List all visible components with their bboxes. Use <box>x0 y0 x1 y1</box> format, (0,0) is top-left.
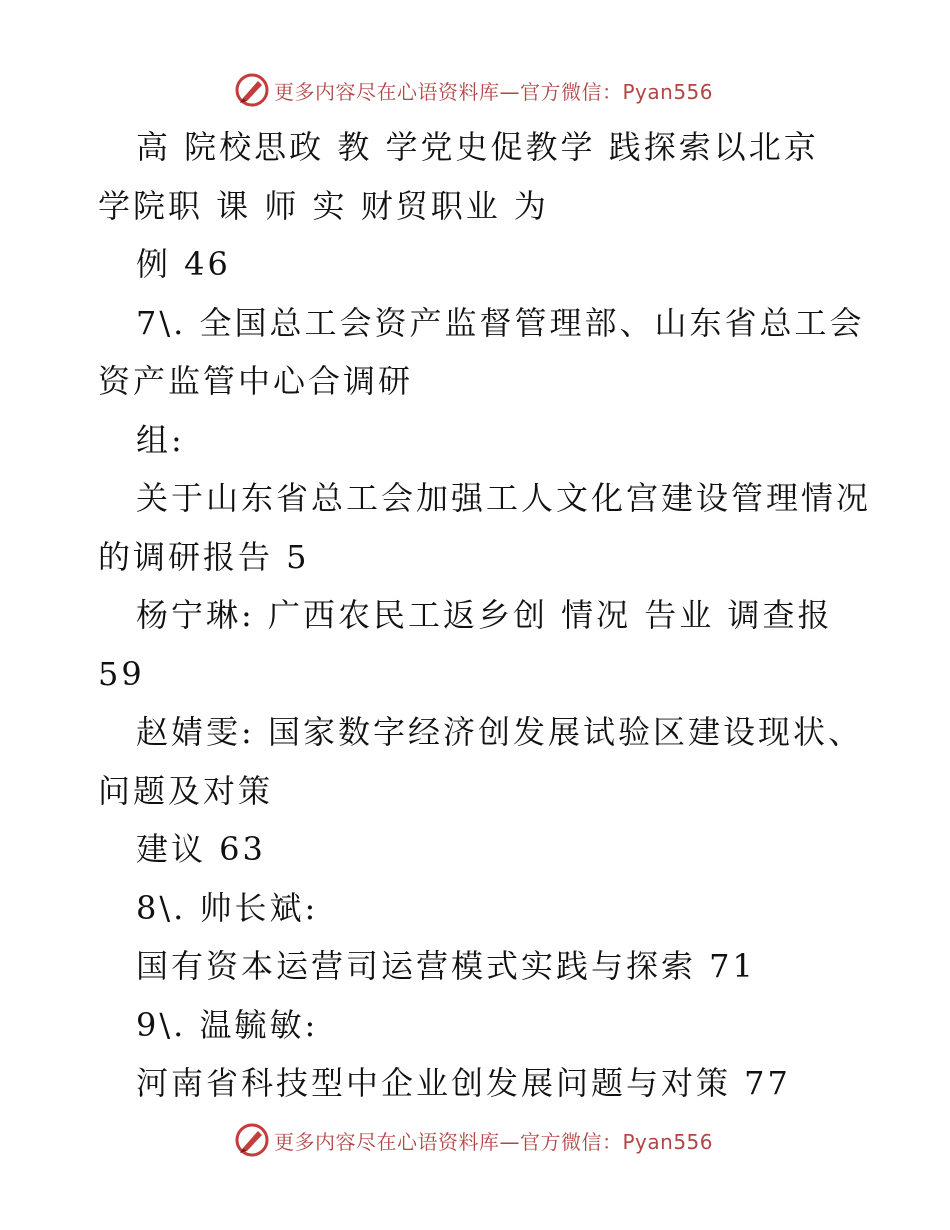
text-line-7: 关于山东省总工会加强工人文化宫建设管理情况 <box>136 479 872 517</box>
footer-watermark-banner <box>234 1120 754 1160</box>
text-line-12: 问题及对策 <box>98 771 274 810</box>
text-line-1: 高 院校思政 教 学党史促教学 践探索以北京 <box>136 128 819 166</box>
text-line-5: 资产监管中心合调研 <box>98 362 414 400</box>
text-line-3: 例 46 <box>136 245 231 283</box>
text-line-10: 59 <box>98 654 145 693</box>
header-watermark-banner <box>234 70 754 110</box>
text-line-8: 的调研报告 5 <box>98 537 310 576</box>
text-line-14: 8\. 帅长斌: <box>136 888 319 927</box>
watermark-text: 更多内容尽在心语资料库—官方微信：Pyan556 <box>274 1129 714 1154</box>
text-line-6: 组: <box>136 420 185 459</box>
text-line-11: 赵婧雯: 国家数字经济创发展试验区建设现状、 <box>136 713 863 751</box>
text-line-17: 河南省科技型中企业创发展问题与对策 77 <box>136 1064 791 1102</box>
text-line-4: 7\. 全国总工会资产监督管理部、山东省总工会 <box>136 303 865 342</box>
text-line-16: 9\. 温毓敏: <box>136 1005 319 1044</box>
watermark-text: 更多内容尽在心语资料库—官方微信：Pyan556 <box>274 79 714 104</box>
text-line-9: 杨宁琳: 广西农民工返乡创 情况 告业 调查报 <box>136 596 833 634</box>
text-line-2: 学院职 课 师 实 财贸职业 为 <box>98 186 549 225</box>
text-line-15: 国有资本运营司运营模式实践与探索 71 <box>136 947 756 985</box>
document-body <box>98 118 872 1113</box>
red-pen-logo-icon <box>234 72 270 108</box>
text-line-13: 建议 63 <box>136 830 266 868</box>
red-pen-logo-icon <box>234 1122 270 1158</box>
